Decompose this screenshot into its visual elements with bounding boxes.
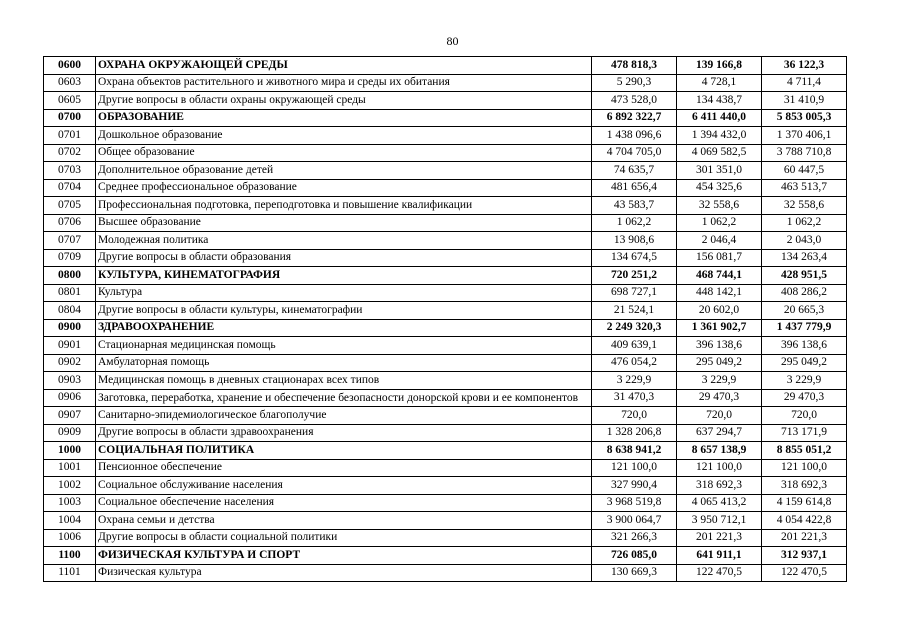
value-cell-2: 301 351,0	[677, 162, 762, 180]
value-cell-2: 1 062,2	[677, 214, 762, 232]
value-cell-1: 1 438 096,6	[592, 127, 677, 145]
name-cell: Санитарно-эпидемиологическое благополучие	[96, 407, 592, 425]
name-cell: ОБРАЗОВАНИЕ	[96, 109, 592, 127]
name-cell: Медицинская помощь в дневных стационарах всех типов	[96, 372, 592, 390]
page-number: 80	[446, 34, 459, 48]
value-cell-3: 20 665,3	[762, 302, 847, 320]
value-cell-2: 295 049,2	[677, 354, 762, 372]
code-cell: 0901	[44, 337, 96, 355]
value-cell-2: 1 394 432,0	[677, 127, 762, 145]
value-cell-1: 6 892 322,7	[592, 109, 677, 127]
name-cell: Физическая культура	[96, 564, 592, 582]
value-cell-3: 713 171,9	[762, 424, 847, 442]
value-cell-1: 409 639,1	[592, 337, 677, 355]
table-row	[44, 232, 847, 250]
table-row	[44, 372, 847, 390]
code-cell: 0907	[44, 407, 96, 425]
code-cell: 0707	[44, 232, 96, 250]
code-cell: 0603	[44, 74, 96, 92]
name-cell: Другие вопросы в области охраны окружающей среды	[96, 92, 592, 110]
value-cell-1: 478 818,3	[592, 57, 677, 75]
value-cell-2: 448 142,1	[677, 284, 762, 302]
value-cell-3: 29 470,3	[762, 389, 847, 407]
budget-table-body	[44, 57, 847, 582]
table-row	[44, 564, 847, 582]
table-row	[44, 144, 847, 162]
name-cell: Дополнительное образование детей	[96, 162, 592, 180]
code-cell: 0903	[44, 372, 96, 390]
table-row	[44, 337, 847, 355]
code-cell: 1004	[44, 512, 96, 530]
section-row	[44, 319, 847, 337]
name-cell: Дошкольное образование	[96, 127, 592, 145]
value-cell-3: 36 122,3	[762, 57, 847, 75]
value-cell-3: 121 100,0	[762, 459, 847, 477]
value-cell-3: 396 138,6	[762, 337, 847, 355]
value-cell-3: 31 410,9	[762, 92, 847, 110]
table-row	[44, 529, 847, 547]
value-cell-3: 295 049,2	[762, 354, 847, 372]
code-cell: 1006	[44, 529, 96, 547]
name-cell: Культура	[96, 284, 592, 302]
name-cell: Охрана семьи и детства	[96, 512, 592, 530]
value-cell-1: 1 062,2	[592, 214, 677, 232]
value-cell-3: 4 711,4	[762, 74, 847, 92]
code-cell: 1002	[44, 477, 96, 495]
value-cell-1: 726 085,0	[592, 547, 677, 565]
value-cell-3: 463 513,7	[762, 179, 847, 197]
name-cell: Пенсионное обеспечение	[96, 459, 592, 477]
value-cell-3: 1 370 406,1	[762, 127, 847, 145]
value-cell-1: 1 328 206,8	[592, 424, 677, 442]
value-cell-2: 29 470,3	[677, 389, 762, 407]
code-cell: 0600	[44, 57, 96, 75]
code-cell: 0704	[44, 179, 96, 197]
value-cell-3: 2 043,0	[762, 232, 847, 250]
value-cell-2: 20 602,0	[677, 302, 762, 320]
value-cell-2: 201 221,3	[677, 529, 762, 547]
value-cell-3: 1 437 779,9	[762, 319, 847, 337]
value-cell-3: 201 221,3	[762, 529, 847, 547]
code-cell: 0906	[44, 389, 96, 407]
name-cell: Высшее образование	[96, 214, 592, 232]
value-cell-2: 641 911,1	[677, 547, 762, 565]
value-cell-1: 481 656,4	[592, 179, 677, 197]
table-row	[44, 162, 847, 180]
code-cell: 0701	[44, 127, 96, 145]
value-cell-1: 134 674,5	[592, 249, 677, 267]
table-row	[44, 74, 847, 92]
value-cell-3: 318 692,3	[762, 477, 847, 495]
name-cell: Стационарная медицинская помощь	[96, 337, 592, 355]
section-row	[44, 442, 847, 460]
value-cell-2: 134 438,7	[677, 92, 762, 110]
value-cell-3: 3 229,9	[762, 372, 847, 390]
value-cell-1: 5 290,3	[592, 74, 677, 92]
value-cell-2: 396 138,6	[677, 337, 762, 355]
table-row	[44, 127, 847, 145]
table-row	[44, 494, 847, 512]
value-cell-3: 4 159 614,8	[762, 494, 847, 512]
table-row	[44, 179, 847, 197]
value-cell-2: 156 081,7	[677, 249, 762, 267]
value-cell-3: 428 951,5	[762, 267, 847, 285]
value-cell-3: 3 788 710,8	[762, 144, 847, 162]
table-row	[44, 214, 847, 232]
value-cell-3: 134 263,4	[762, 249, 847, 267]
value-cell-3: 720,0	[762, 407, 847, 425]
value-cell-2: 318 692,3	[677, 477, 762, 495]
value-cell-2: 121 100,0	[677, 459, 762, 477]
name-cell: Другие вопросы в области социальной политики	[96, 529, 592, 547]
name-cell: Охрана объектов растительного и животного мира и среды их обитания	[96, 74, 592, 92]
table-row	[44, 407, 847, 425]
value-cell-2: 32 558,6	[677, 197, 762, 215]
table-row	[44, 389, 847, 407]
value-cell-1: 720 251,2	[592, 267, 677, 285]
code-cell: 0705	[44, 197, 96, 215]
name-cell: Молодежная политика	[96, 232, 592, 250]
name-cell: Среднее профессиональное образование	[96, 179, 592, 197]
value-cell-2: 122 470,5	[677, 564, 762, 582]
name-cell: ФИЗИЧЕСКАЯ КУЛЬТУРА И СПОРТ	[96, 547, 592, 565]
table-row	[44, 354, 847, 372]
value-cell-2: 4 065 413,2	[677, 494, 762, 512]
name-cell: Заготовка, переработка, хранение и обеспечение безопасности донорской крови и ее компонентов	[96, 389, 592, 407]
value-cell-1: 720,0	[592, 407, 677, 425]
code-cell: 0703	[44, 162, 96, 180]
table-row	[44, 459, 847, 477]
value-cell-2: 139 166,8	[677, 57, 762, 75]
name-cell: Другие вопросы в области здравоохранения	[96, 424, 592, 442]
value-cell-3: 4 054 422,8	[762, 512, 847, 530]
value-cell-3: 408 286,2	[762, 284, 847, 302]
code-cell: 0900	[44, 319, 96, 337]
name-cell: КУЛЬТУРА, КИНЕМАТОГРАФИЯ	[96, 267, 592, 285]
code-cell: 0709	[44, 249, 96, 267]
code-cell: 0706	[44, 214, 96, 232]
value-cell-1: 74 635,7	[592, 162, 677, 180]
code-cell: 0605	[44, 92, 96, 110]
table-row	[44, 512, 847, 530]
table-row	[44, 92, 847, 110]
value-cell-1: 21 524,1	[592, 302, 677, 320]
table-row	[44, 477, 847, 495]
value-cell-1: 4 704 705,0	[592, 144, 677, 162]
code-cell: 1101	[44, 564, 96, 582]
table-row	[44, 249, 847, 267]
value-cell-2: 3 950 712,1	[677, 512, 762, 530]
value-cell-2: 720,0	[677, 407, 762, 425]
value-cell-1: 43 583,7	[592, 197, 677, 215]
value-cell-2: 2 046,4	[677, 232, 762, 250]
code-cell: 1001	[44, 459, 96, 477]
name-cell: СОЦИАЛЬНАЯ ПОЛИТИКА	[96, 442, 592, 460]
table-row	[44, 302, 847, 320]
name-cell: Социальное обеспечение населения	[96, 494, 592, 512]
code-cell: 0800	[44, 267, 96, 285]
section-row	[44, 547, 847, 565]
section-row	[44, 109, 847, 127]
value-cell-2: 637 294,7	[677, 424, 762, 442]
code-cell: 1003	[44, 494, 96, 512]
value-cell-2: 4 069 582,5	[677, 144, 762, 162]
value-cell-3: 1 062,2	[762, 214, 847, 232]
code-cell: 0700	[44, 109, 96, 127]
value-cell-2: 468 744,1	[677, 267, 762, 285]
value-cell-2: 4 728,1	[677, 74, 762, 92]
value-cell-1: 321 266,3	[592, 529, 677, 547]
value-cell-3: 8 855 051,2	[762, 442, 847, 460]
value-cell-2: 3 229,9	[677, 372, 762, 390]
section-row	[44, 267, 847, 285]
value-cell-1: 698 727,1	[592, 284, 677, 302]
code-cell: 1100	[44, 547, 96, 565]
table-row	[44, 284, 847, 302]
code-cell: 0909	[44, 424, 96, 442]
value-cell-1: 31 470,3	[592, 389, 677, 407]
value-cell-3: 312 937,1	[762, 547, 847, 565]
value-cell-1: 3 900 064,7	[592, 512, 677, 530]
name-cell: Социальное обслуживание населения	[96, 477, 592, 495]
name-cell: ЗДРАВООХРАНЕНИЕ	[96, 319, 592, 337]
value-cell-1: 473 528,0	[592, 92, 677, 110]
value-cell-1: 121 100,0	[592, 459, 677, 477]
name-cell: Амбулаторная помощь	[96, 354, 592, 372]
table-row	[44, 197, 847, 215]
value-cell-1: 2 249 320,3	[592, 319, 677, 337]
name-cell: Другие вопросы в области культуры, кинематографии	[96, 302, 592, 320]
code-cell: 0801	[44, 284, 96, 302]
value-cell-2: 454 325,6	[677, 179, 762, 197]
value-cell-1: 8 638 941,2	[592, 442, 677, 460]
code-cell: 0902	[44, 354, 96, 372]
name-cell: Профессиональная подготовка, переподготовка и повышение квалификации	[96, 197, 592, 215]
value-cell-1: 3 968 519,8	[592, 494, 677, 512]
value-cell-3: 5 853 005,3	[762, 109, 847, 127]
value-cell-1: 130 669,3	[592, 564, 677, 582]
value-cell-2: 1 361 902,7	[677, 319, 762, 337]
value-cell-2: 8 657 138,9	[677, 442, 762, 460]
budget-table	[43, 56, 847, 582]
section-row	[44, 57, 847, 75]
code-cell: 0702	[44, 144, 96, 162]
value-cell-1: 476 054,2	[592, 354, 677, 372]
value-cell-3: 122 470,5	[762, 564, 847, 582]
name-cell: Другие вопросы в области образования	[96, 249, 592, 267]
code-cell: 1000	[44, 442, 96, 460]
code-cell: 0804	[44, 302, 96, 320]
value-cell-2: 6 411 440,0	[677, 109, 762, 127]
name-cell: Общее образование	[96, 144, 592, 162]
value-cell-3: 32 558,6	[762, 197, 847, 215]
value-cell-1: 3 229,9	[592, 372, 677, 390]
name-cell: ОХРАНА ОКРУЖАЮЩЕЙ СРЕДЫ	[96, 57, 592, 75]
value-cell-1: 327 990,4	[592, 477, 677, 495]
value-cell-3: 60 447,5	[762, 162, 847, 180]
table-row	[44, 424, 847, 442]
value-cell-1: 13 908,6	[592, 232, 677, 250]
